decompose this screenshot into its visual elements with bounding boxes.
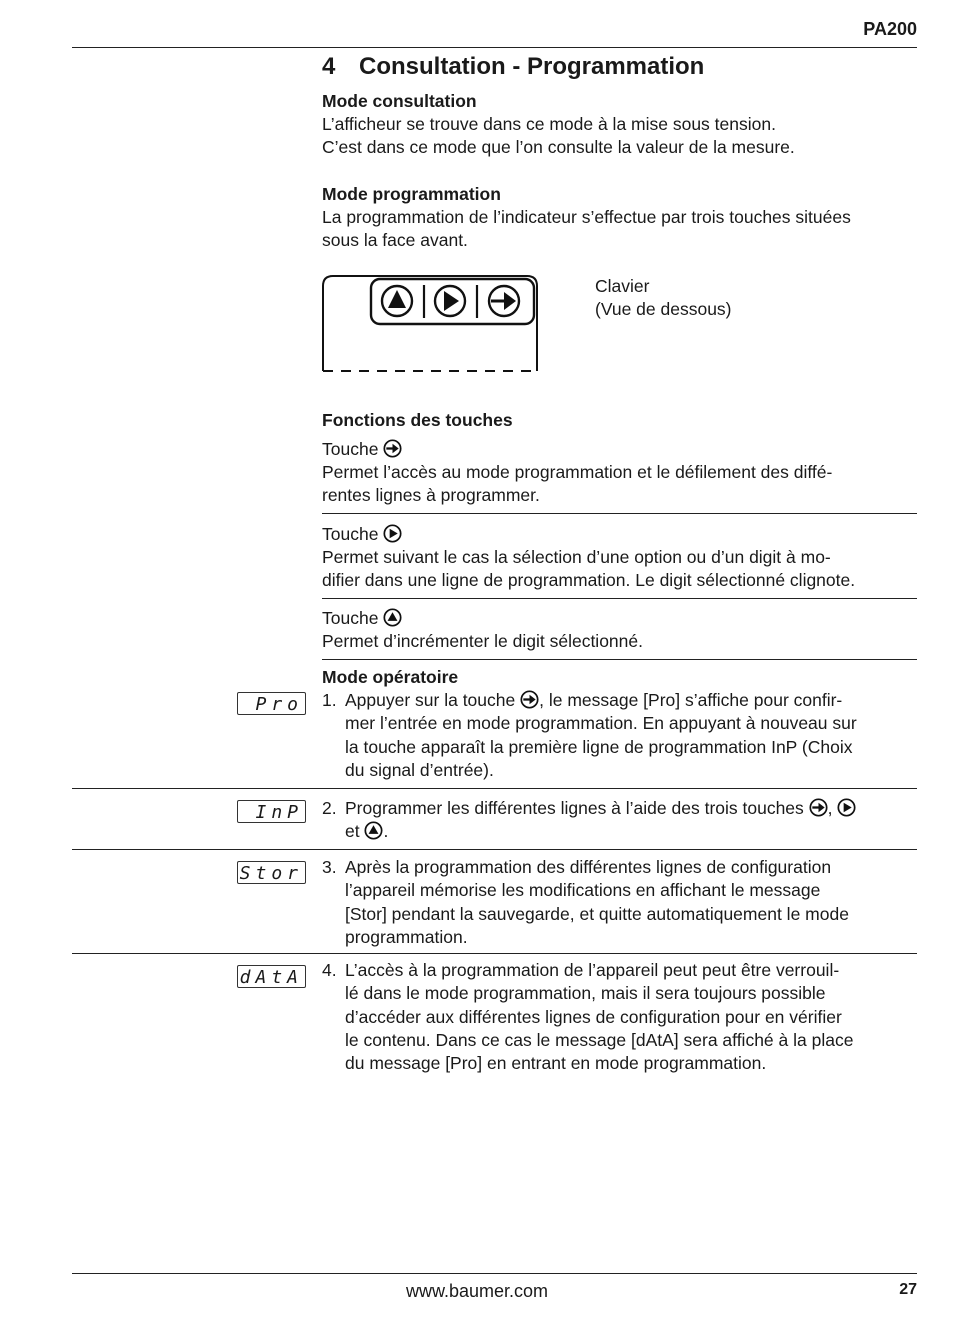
product-name: PA200 [863,19,917,39]
section-title-text: Consultation - Programmation [359,53,705,80]
touche-right-desc-2: difier dans une ligne de programmation. Le digit sélectionné clignote. [322,570,856,590]
step-2-line-2-b: . [383,821,389,842]
divider [72,849,917,850]
header-rule [72,47,917,48]
divider [72,788,917,789]
step-1-line-1 [345,689,920,712]
step-1-text [345,689,920,782]
operatoire-heading: Mode opératoire [322,667,459,687]
step-2-line-1-a: Programmer les différentes lignes à l’aide des trois touches [345,798,809,818]
footer-rule [72,1273,917,1274]
keypad-caption-1: Clavier [595,276,650,296]
step-2-line-2-a: et [345,821,365,842]
lcd-display-pro: Pro [237,692,306,715]
consultation-line-2: C’est dans ce mode que l’on consulte la valeur de la mesure. [322,137,795,157]
step-1-line-1-a: Appuyer sur la touche [345,690,521,710]
step-2-line-1 [345,797,920,820]
step-2-line-1-b: , [827,798,838,818]
right-arrow-key-icon [383,524,402,543]
touche-up-desc-1: Permet d’incrémenter le digit sélectionné. [322,631,643,651]
touche-label: Touche [322,439,379,459]
step-3-line-1: Après la programmation des différentes lignes de configuration [345,857,832,877]
keypad-caption-2: (Vue de dessous) [595,299,732,319]
consultation-heading: Mode consultation [322,91,477,111]
step-4-line-5: du message [Pro] en entrant en mode programmation. [345,1053,767,1074]
up-arrow-key-icon [383,608,402,627]
section-number: 4 [322,53,336,80]
enter-key-icon [383,439,402,458]
lcd-display-inp: InP [237,800,306,823]
lcd-display-data: dAtA [237,965,306,988]
lcd-display-stor: Stor [237,861,306,884]
touche-enter-desc-2: rentes lignes à programmer. [322,485,540,505]
divider [322,659,917,660]
step-4-line-2: lé dans le mode programmation, mais il sera toujours possible [345,983,826,1004]
page-number: 27 [899,1281,917,1298]
keypad-enter-key-icon [489,286,519,316]
step-4-line-1: L’accès à la programmation de l’appareil peut peut être verrouil- [345,960,840,980]
enter-key-icon [520,690,539,709]
section-title [322,53,704,81]
footer-url[interactable]: www.baumer.com [405,1281,549,1301]
step-number: 2. [322,798,337,818]
step-4-text [345,959,920,1075]
programmation-heading: Mode programmation [322,184,501,204]
programmation-line-2: sous la face avant. [322,230,468,250]
keypad-up-key-icon [382,286,412,316]
step-3-line-3: [Stor] pendant la sauvegarde, et quitte automatiquement le mode [345,903,849,924]
step-number: 3. [322,857,337,877]
enter-key-icon [809,798,828,817]
step-3-text [345,856,920,949]
step-1-line-4: du signal d’entrée). [345,759,494,780]
divider [72,953,917,954]
keypad-diagram [322,274,540,374]
programmation-line-1: La programmation de l’indicateur s’effectue par trois touches situées [322,207,851,227]
touche-right-label [322,523,402,546]
step-3-line-2: l’appareil mémorise les modifications en affichant le message [345,880,821,901]
touche-up-label [322,607,402,630]
right-arrow-key-icon [837,798,856,817]
step-number: 4. [322,960,337,980]
touche-label: Touche [322,608,379,628]
step-1-line-3: la touche apparaît la première ligne de programmation InP (Choix [345,736,853,757]
touche-right-desc-1: Permet suivant le cas la sélection d’une option ou d’un digit à mo- [322,547,831,567]
step-4-line-4: le contenu. Dans ce cas le message [dAtA] sera affiché à la place [345,1029,854,1050]
touche-label: Touche [322,524,379,544]
fonctions-heading: Fonctions des touches [322,410,513,430]
divider [322,598,917,599]
up-arrow-key-icon [364,821,383,840]
divider [322,513,917,514]
touche-enter-desc-1: Permet l’accès au mode programmation et le défilement des diffé- [322,462,833,482]
consultation-line-1: L’afficheur se trouve dans ce mode à la mise sous tension. [322,114,776,134]
step-number: 1. [322,690,337,710]
keypad-right-key-icon [435,286,465,316]
step-1-line-1-b: , le message [Pro] s’affiche pour confir- [539,690,843,710]
step-2-text [345,797,920,844]
step-3-line-4: programmation. [345,926,468,947]
step-2-line-2 [345,820,920,843]
step-4-line-3: d’accéder aux différentes lignes de configuration pour en vérifier [345,1006,842,1027]
touche-enter-label [322,438,402,461]
step-1-line-2: mer l’entrée en mode programmation. En appuyant à nouveau sur [345,713,857,734]
